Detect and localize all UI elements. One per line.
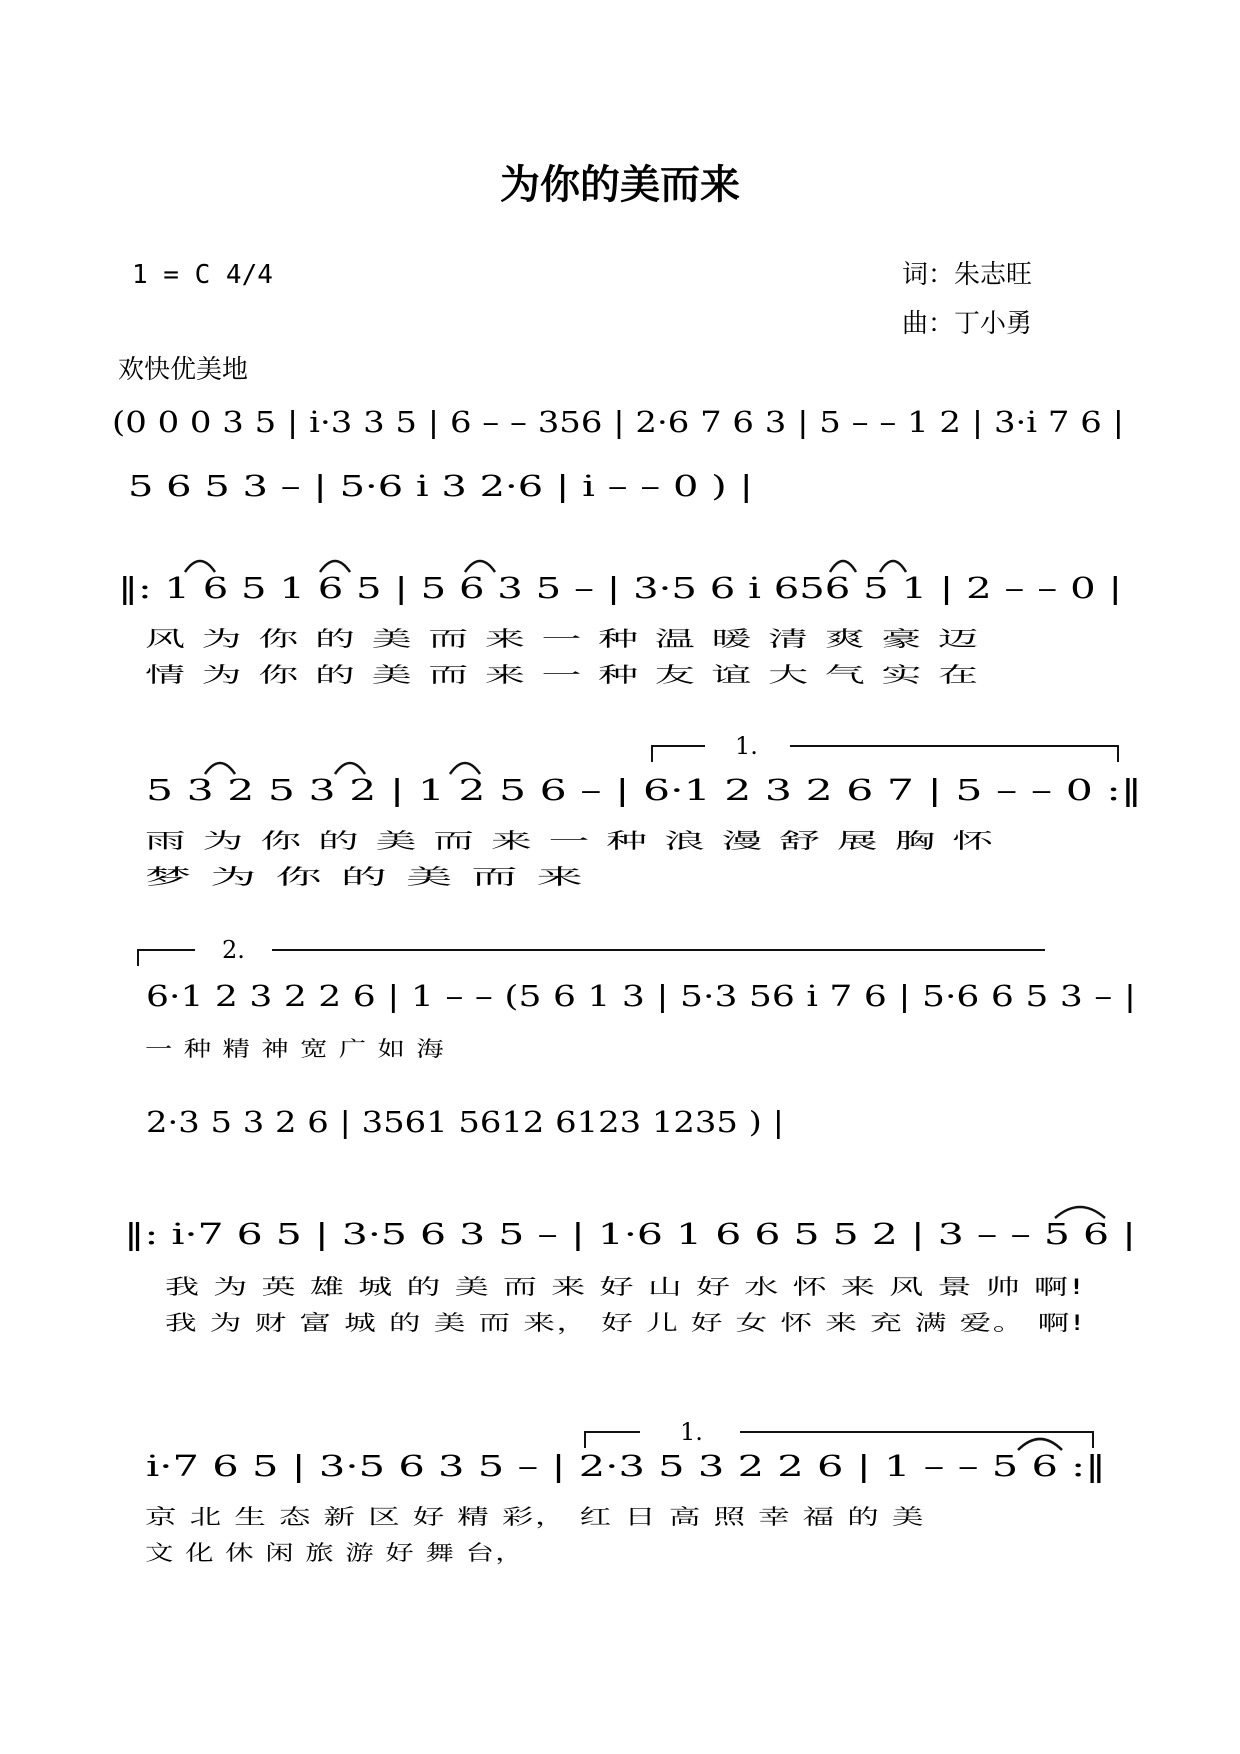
composer-credit: 曲：丁小勇 [902, 309, 1033, 339]
tempo-mark: 欢快优美地 [118, 355, 249, 385]
notation-line: (0 0 0 3 5 | i·3 3 5 | 6 – – 356 | 2·6 7 6 3 | 5 – – 1 2 | 3·i 7 6 | [112, 405, 1124, 439]
key-signature: 1 = C 4/4 [132, 260, 273, 290]
lyric-line-2: 文 化 休 闲 旅 游 好 舞 台， [145, 1541, 427, 1565]
staff-system-intro-2 [128, 469, 753, 503]
volta-bracket-2 [138, 950, 1045, 966]
staff-system-intro-1 [112, 405, 1124, 439]
lyric-line-2: 情 为 你 的 美 而 来 一 种 友 谊 大 气 实 在 [145, 663, 980, 687]
staff-system-interlude [146, 1105, 784, 1139]
notation-line: 5 6 5 3 – | 5·6 i 3 2·6 | i – – 0 ) | [128, 469, 753, 503]
lyric-line-1: 雨 为 你 的 美 而 来 一 种 浪 漫 舒 展 胸 怀 [145, 829, 995, 853]
staff-system-verse-a [118, 561, 1122, 687]
staff-system-verse-b [145, 732, 1142, 889]
lyric-line-2: 梦 为 你 的 美 而 来 [145, 865, 585, 889]
notation-line: 5 3 2 5 3 2 | 1 2 5 6 – | 6·1 2 3 2 6 7 | 5 – – 0 :‖ [146, 773, 1142, 807]
lyricist-credit: 词：朱志旺 [902, 260, 1033, 290]
lyric-line-1: 我 为 英 雄 城 的 美 而 来 好 山 好 水 怀 来 风 景 帅 啊! [165, 1275, 1085, 1299]
volta-bracket-1 [652, 746, 1118, 762]
notation-line: i·7 6 5 | 3·5 6 3 5 – | 2·3 5 3 2 2 6 | 1 – – 5 6 :‖ [146, 1449, 1106, 1483]
notation-line: 2·3 5 3 2 6 | 3561 5612 6123 1235 ) | [146, 1105, 784, 1139]
lyric-line-1: 京 北 生 态 新 区 好 精 彩， 红 日 高 照 幸 福 的 美 [145, 1505, 664, 1529]
lyric-line-2: 我 为 财 富 城 的 美 而 来， 好 儿 好 女 怀 来 充 满 爱。 啊! [165, 1311, 775, 1335]
staff-system-chorus-a [124, 1207, 1136, 1336]
volta-number: 1. [735, 732, 758, 760]
volta-number: 1. [680, 1418, 703, 1446]
notation-line: 6·1 2 3 2 2 6 | 1 – – (5 6 1 3 | 5·3 56 i 7 6 | 5·6 6 5 3 – | [146, 979, 1136, 1013]
lyric-line-1: 一 种 精 神 宽 广 如 海 [145, 1037, 445, 1061]
volta-number: 2. [222, 936, 245, 964]
staff-system-verse-c [138, 936, 1136, 1061]
notation-line: ‖: i·7 6 5 | 3·5 6 3 5 – | 1·6 1 6 6 5 5 2 | 3 – – 5 6 | [124, 1217, 1136, 1251]
song-title: 为你的美而来 [500, 162, 740, 208]
volta-bracket-1 [585, 1432, 1093, 1448]
notation-line: ‖: 1 6 5 1 6 5 | 5 6 3 5 – | 3·5 6 i 656 5 1 | 2 – – 0 | [118, 571, 1122, 605]
lyric-line-1: 风 为 你 的 美 而 来 一 种 温 暖 清 爽 豪 迈 [145, 627, 980, 651]
staff-system-chorus-b [145, 1418, 1106, 1566]
